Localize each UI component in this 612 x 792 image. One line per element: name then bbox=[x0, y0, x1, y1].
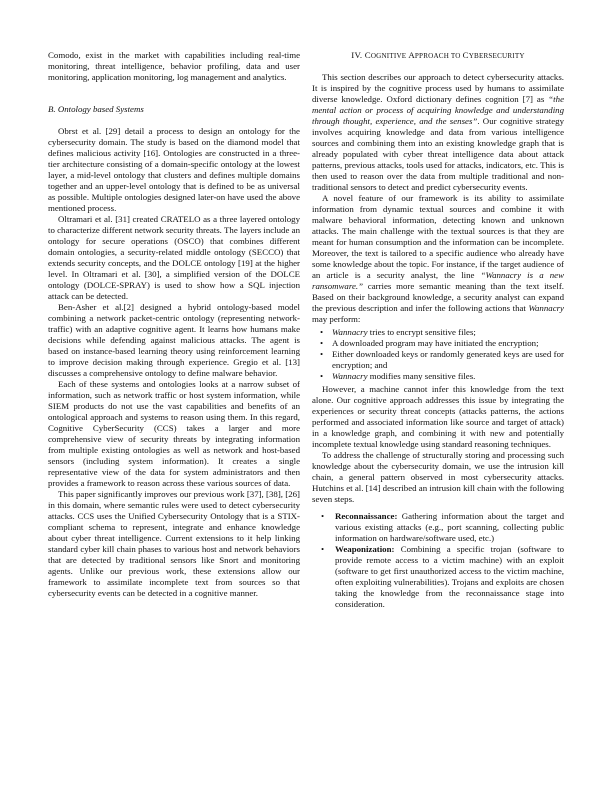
paragraph-this-paper: This paper significantly improves our previous work [37], [38], [26] in this domain, where semantic rules were used to detect cybersecurity attacks. CCS uses the Unified Cybersecurity Ontology that is a STIX-compliant schema to represent, integrate and enhance knowledge about cyber threat intelligence. Current extensions to it help linking standard cyber kill chain phases to various host and network behaviors that are detected by traditional sensors like Snort and monitoring agents. Unlike our previous work, these extensions allow our framework to assimilate incomplete text from sources so that cybersecurity events can be detected in a cognitive manner. bbox=[48, 489, 300, 598]
paragraph-machine-cannot-infer: However, a machine cannot infer this knowledge from the text alone. Our cognitive approach addresses this issue by integrating the experiences or security threat concepts (attacks patterns, the actions performed and associated information like source and target of attack) in a knowledge graph, and combining it with new and potentially incomplete textual knowledge using standard reasoning techniques. bbox=[312, 384, 564, 449]
text-run: . Our cognitive strategy involves acquiring knowledge and data from various intelligence sources and combining them into an existing knowledge graph that is already populated with cyber threat intelligence data about attack patterns, previous attacks, tools used for attacks, indicators, etc. This is then used to reason over the data from multiple traditional and non-traditional sensors to detect and predict cybersecurity events. bbox=[312, 116, 564, 192]
wannacry-actions-list bbox=[312, 327, 564, 382]
list-item bbox=[312, 327, 564, 338]
list-item-text: tries to encrypt sensitive files; bbox=[367, 327, 476, 337]
bullet-icon: • bbox=[320, 338, 324, 348]
wannacry-quote: “Wannacry is a new ransomware.” bbox=[312, 270, 564, 291]
list-item bbox=[312, 371, 564, 382]
section-title bbox=[312, 50, 564, 62]
section-title-part: C bbox=[364, 50, 371, 60]
list-item bbox=[312, 544, 564, 610]
section-title-part: YBERSECURITY bbox=[468, 52, 525, 60]
cognition-definition-quote: “the mental action or process of acquiring knowledge and understanding through thought, experience, and the senses” bbox=[312, 94, 564, 126]
kill-chain-steps-list bbox=[312, 511, 564, 610]
step-text: Combining a specific trojan (software to provide remote access to a victim machine) with an exploit (software to get first unauthorized access to the victim machine, often exploiting vulnerabilities). Trojans and exploits are chosen taking the knowledge from the reconnaissance stage into consideration. bbox=[335, 544, 564, 609]
list-item-text: modifies many sensitive files. bbox=[367, 371, 476, 381]
list-item bbox=[312, 338, 564, 349]
subsection-title: B. Ontology based Systems bbox=[48, 104, 144, 114]
text-run: carries more semantic meaning than the text itself. Based on their background knowledge, a security analyst can expand the previous description and infer the following actions that bbox=[312, 281, 564, 313]
bullet-icon: • bbox=[320, 371, 324, 381]
right-column bbox=[312, 50, 564, 610]
text-run: A novel feature of our framework is its ability to assimilate information from dynamic textual sources and combine it with malware behavioral information, detecting known and unknown attacks. The main challenge with the textual sources is that they are meant for human consumption and the information can be incomplete. Moreover, the text is tailored to a specific audience who already have some knowledge about the topic. For instance, if the target audience of an article is a security analyst, the line bbox=[312, 193, 564, 280]
bullet-icon: • bbox=[320, 327, 324, 337]
paragraph-approach bbox=[312, 72, 564, 193]
section-title-part: C bbox=[462, 50, 469, 60]
section-title-part: A bbox=[408, 50, 415, 60]
text-run: This section describes our approach to detect cybersecurity attacks. It is inspired by the cognitive process used by humans to assimilate diverse knowledge. Oxford dictionary defines cognition [7] as bbox=[312, 72, 564, 104]
paragraph-novel-feature bbox=[312, 193, 564, 325]
left-column bbox=[48, 50, 300, 599]
list-item-text: A downloaded program may have initiated the encryption; bbox=[332, 338, 539, 348]
list-item bbox=[312, 511, 564, 544]
list-item-term: Wannacry bbox=[332, 371, 368, 381]
section-title-part: PPROACH TO bbox=[414, 52, 463, 60]
list-item-term: Wannacry bbox=[332, 327, 368, 337]
paragraph-systems-ontologies: Each of these systems and ontologies looks at a narrow subset of information, such as network traffic or host system information, while SIEM products do not use the vast capabilities and benefits of an ontological approach and systems to reason using them. In this regard, Cognitive CyberSecurity (CCS) takes a larger and more comprehensive view of security threats by integrating information from multiple existing ontologies as well as network and host-based sensors (including system information). It creates a single representative view of the data for system administrators and then provides a framework to reason across these various sources of data. bbox=[48, 379, 300, 488]
section-numeral: IV. bbox=[351, 50, 363, 60]
paragraph-oltramari: Oltramari et al. [31] created CRATELO as a three layered ontology to characterize different network security threats. The layers include an ontology for secure operations (OSCO) that combines different domain ontologies, a security-related middle ontology (SECCO) that extends security concepts, and the DOLCE ontology [19] at the higher level. In Oltramari et al. [30], a simplified version of the DOLCE ontology (DOLCE-SPRAY) is used to show how a SQL injection attack can be detected. bbox=[48, 214, 300, 301]
paragraph-obrst: Obrst et al. [29] detail a process to design an ontology for the cybersecurity domain. The study is based on the diamond model that defines malicious activity [16]. Ontologies are constructed in a three-tier architecture consisting of a domain-specific ontology at the lowest layer, a mid-level ontology that clusters and defines multiple domains together and an upper-level ontology that is defined to be as universal as possible. Multiple ontologies designed later-on have used the above mentioned process. bbox=[48, 126, 300, 213]
bullet-icon: • bbox=[321, 511, 325, 521]
intro-paragraph: Comodo, exist in the market with capabilities including real-time monitoring, threat intelligence, behavior profiling, data and user monitoring, application monitoring, log management and analytics. bbox=[48, 50, 300, 82]
text-run: may perform: bbox=[312, 314, 361, 324]
step-name: Weaponization: bbox=[335, 544, 395, 554]
step-text: Gathering information about the target and various existing attacks (e.g., port scanning, collecting public information on hardware/software used, etc.) bbox=[335, 511, 564, 543]
step-name: Reconnaissance: bbox=[335, 511, 398, 521]
section-title-part: OGNITIVE bbox=[370, 52, 409, 60]
bullet-icon: • bbox=[321, 544, 325, 554]
wannacry-term: Wannacry bbox=[528, 303, 564, 313]
list-item-text: Either downloaded keys or randomly generated keys are used for encryption; and bbox=[332, 349, 564, 370]
bullet-icon: • bbox=[320, 349, 324, 359]
paragraph-ben-asher: Ben-Asher et al.[2] designed a hybrid ontology-based model combining a network packet-centric ontology (representing network-traffic) with an adaptive cognitive agent. It learns how humans make decisions while defending against malicious attacks. The agent is based on instance-based learning theory using reinforcement learning to improve decision making through experience. Gregio et al. [13] discusses a comprehensive ontology to define malware behavior. bbox=[48, 302, 300, 378]
list-item bbox=[312, 349, 564, 371]
paragraph-kill-chain: To address the challenge of structurally storing and processing such knowledge about the cybersecurity domain, we use the intrusion kill chain, a general pattern observed in most cybersecurity attacks. Hutchins et al. [14] described an intrusion kill chain with the following seven steps. bbox=[312, 450, 564, 504]
